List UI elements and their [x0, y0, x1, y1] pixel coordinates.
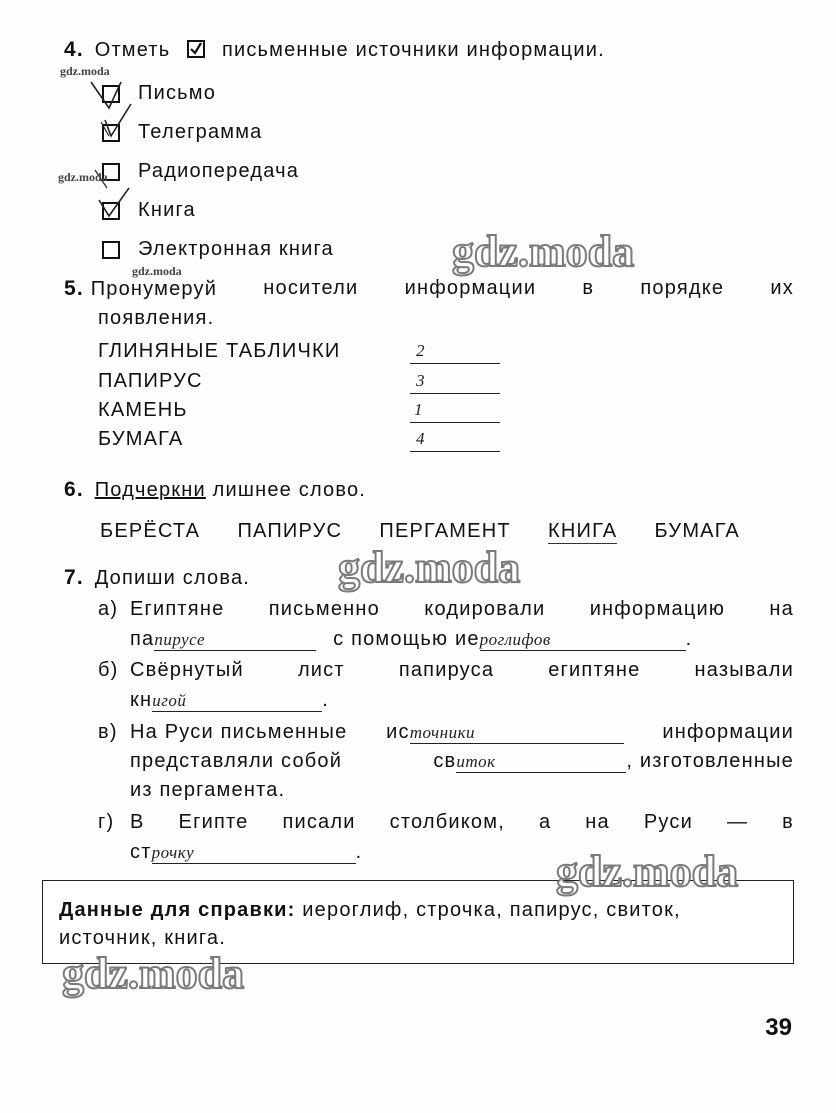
- sentence-word: —: [726, 811, 749, 833]
- task4-instruction-end: письменные источники информации.: [221, 39, 605, 61]
- word-prefix: кн: [130, 689, 153, 711]
- carrier-label: БУМАГА: [98, 428, 184, 450]
- fill-blank[interactable]: [152, 841, 356, 864]
- answer-value: 3: [416, 371, 425, 390]
- watermark-small: gdz.moda: [60, 64, 110, 78]
- option-label: Радиопередача: [138, 160, 300, 182]
- handwritten-answer: точники: [409, 723, 476, 742]
- task7-header: [64, 566, 250, 590]
- pencil-checkmarks: [85, 70, 145, 230]
- task7-a-line2: [130, 628, 692, 651]
- carrier-label: КАМЕНЬ: [98, 399, 188, 421]
- reference-text: иероглиф, строчка, папирус, свиток,: [302, 899, 681, 921]
- option-label: Электронная книга: [138, 238, 334, 260]
- sentence-word: папируса: [398, 659, 495, 681]
- task5-number: 5.: [64, 277, 84, 300]
- sentence-end: .: [355, 841, 363, 863]
- word-prefix: ис: [386, 721, 410, 743]
- check-icon: [187, 40, 205, 58]
- task7-v-line3: из пергамента.: [130, 779, 286, 801]
- fill-blank[interactable]: [152, 689, 322, 712]
- task7-instruction: Допиши слова.: [94, 567, 251, 589]
- word-prefix: ие: [454, 628, 480, 650]
- sentence-end: .: [322, 689, 329, 711]
- sentence-word: кодировали: [424, 598, 546, 620]
- watermark: gdz.moda: [452, 227, 635, 276]
- sentence-word: Египте: [178, 811, 249, 833]
- answer-field[interactable]: [410, 400, 500, 423]
- option-label: Книга: [138, 199, 196, 221]
- task5-word: информации: [404, 277, 537, 299]
- task6-instruction-underlined: Подчеркни: [94, 479, 206, 501]
- handwritten-answer: игой: [152, 691, 187, 710]
- task7-g-line2: [130, 841, 362, 864]
- task6-instruction-rest: лишнее слово.: [212, 479, 367, 501]
- fill-blank[interactable]: [154, 628, 316, 651]
- sentence-text: представляли собой: [130, 750, 343, 772]
- handwritten-answer: рочку: [151, 843, 195, 862]
- reference-line2: источник, книга.: [59, 927, 226, 949]
- word-prefix: св: [433, 750, 457, 772]
- task5-instruction-line1: [64, 277, 794, 301]
- handwritten-answer: иток: [456, 752, 496, 771]
- word-option[interactable]: ПЕРГАМЕНТ: [379, 520, 511, 542]
- word-option[interactable]: БЕРЁСТА: [100, 520, 201, 542]
- page-number: 39: [765, 1014, 792, 1041]
- watermark-small: gdz.moda: [132, 264, 182, 278]
- task5-word: Пронумеруй: [90, 278, 218, 300]
- sentence-word: на: [769, 598, 794, 620]
- task6-number: 6.: [64, 478, 84, 501]
- task4-number: 4.: [64, 38, 84, 61]
- task6-words: [100, 520, 740, 544]
- watermark: gdz.moda: [62, 949, 245, 998]
- task5-word: порядке: [640, 277, 725, 299]
- sentence-word: Египтяне: [130, 598, 225, 620]
- sentence-word: письменно: [268, 598, 380, 620]
- task7-a-line1: [130, 598, 794, 621]
- task5-word: их: [770, 277, 794, 299]
- carrier-label: ГЛИНЯНЫЕ ТАБЛИЧКИ: [98, 340, 341, 362]
- carrier-label: ПАПИРУС: [98, 370, 203, 392]
- task5-word: носители: [263, 277, 359, 299]
- reference-label: Данные для справки:: [59, 899, 296, 921]
- sentence-text: с помощью: [333, 628, 449, 650]
- task7-g-letter: г): [98, 811, 115, 833]
- sentence-word: на: [585, 811, 610, 833]
- sentence-word: называли: [694, 659, 794, 681]
- answer-value: 4: [416, 429, 425, 448]
- task4-header: [64, 38, 605, 62]
- answer-value: 1: [414, 400, 423, 419]
- answer-field[interactable]: [410, 371, 500, 394]
- word-option-underlined[interactable]: КНИГА: [548, 520, 618, 542]
- reference-line1: [59, 899, 777, 922]
- sentence-word: лист: [297, 659, 345, 681]
- task7-v-line2: [130, 750, 794, 773]
- sentence-word: В: [130, 811, 145, 833]
- answer-field[interactable]: [410, 341, 500, 364]
- option-label: Письмо: [138, 82, 217, 104]
- sentence-end: .: [685, 628, 693, 650]
- sentence-text: информации: [662, 721, 794, 743]
- word-prefix: па: [130, 628, 155, 650]
- answer-value: 2: [416, 341, 425, 360]
- task4-options: [100, 80, 400, 270]
- word-prefix: ст: [130, 841, 152, 863]
- fill-blank[interactable]: [410, 721, 624, 744]
- fill-blank[interactable]: [480, 628, 686, 651]
- checkbox-elektronnaya-kniga[interactable]: [102, 241, 120, 259]
- sentence-word: египтяне: [548, 659, 641, 681]
- sentence-word: писали: [282, 811, 356, 833]
- sentence-word: Свёрнутый: [130, 659, 244, 681]
- task5-word: в: [582, 277, 595, 299]
- task6-header: [64, 478, 366, 502]
- task5-list: [98, 340, 518, 460]
- watermark: gdz.moda: [556, 847, 739, 896]
- sentence-word: Руси: [643, 811, 693, 833]
- task7-b-letter: б): [98, 659, 119, 681]
- sentence-text: На Руси письменные: [130, 721, 348, 743]
- task5-instruction-line2: появления.: [98, 307, 215, 329]
- sentence-word: информацию: [589, 598, 726, 620]
- task4-instruction-start: Отметь: [94, 39, 171, 61]
- task7-b-line1: [130, 659, 794, 682]
- task7-g-line1: [130, 811, 794, 834]
- watermark: gdz.moda: [338, 543, 521, 592]
- sentence-word: а: [538, 811, 552, 833]
- sentence-text: , изготовленные: [626, 750, 794, 772]
- word-option[interactable]: ПАПИРУС: [237, 520, 343, 542]
- task7-number: 7.: [64, 566, 84, 589]
- sentence-word: столбиком,: [389, 811, 505, 833]
- fill-blank[interactable]: [456, 750, 626, 773]
- task7-v-line1: [130, 721, 794, 744]
- watermark-small: gdz.moda: [58, 170, 108, 184]
- option-label: Телеграмма: [138, 121, 263, 143]
- handwritten-answer: роглифов: [479, 630, 551, 649]
- word-option[interactable]: БУМАГА: [654, 520, 740, 542]
- task7-a-letter: а): [98, 598, 119, 620]
- answer-field[interactable]: [410, 429, 500, 452]
- task7-b-line2: [130, 689, 329, 712]
- handwritten-answer: пирусе: [154, 630, 206, 649]
- sentence-word: в: [782, 811, 794, 833]
- task7-v-letter: в): [98, 721, 118, 743]
